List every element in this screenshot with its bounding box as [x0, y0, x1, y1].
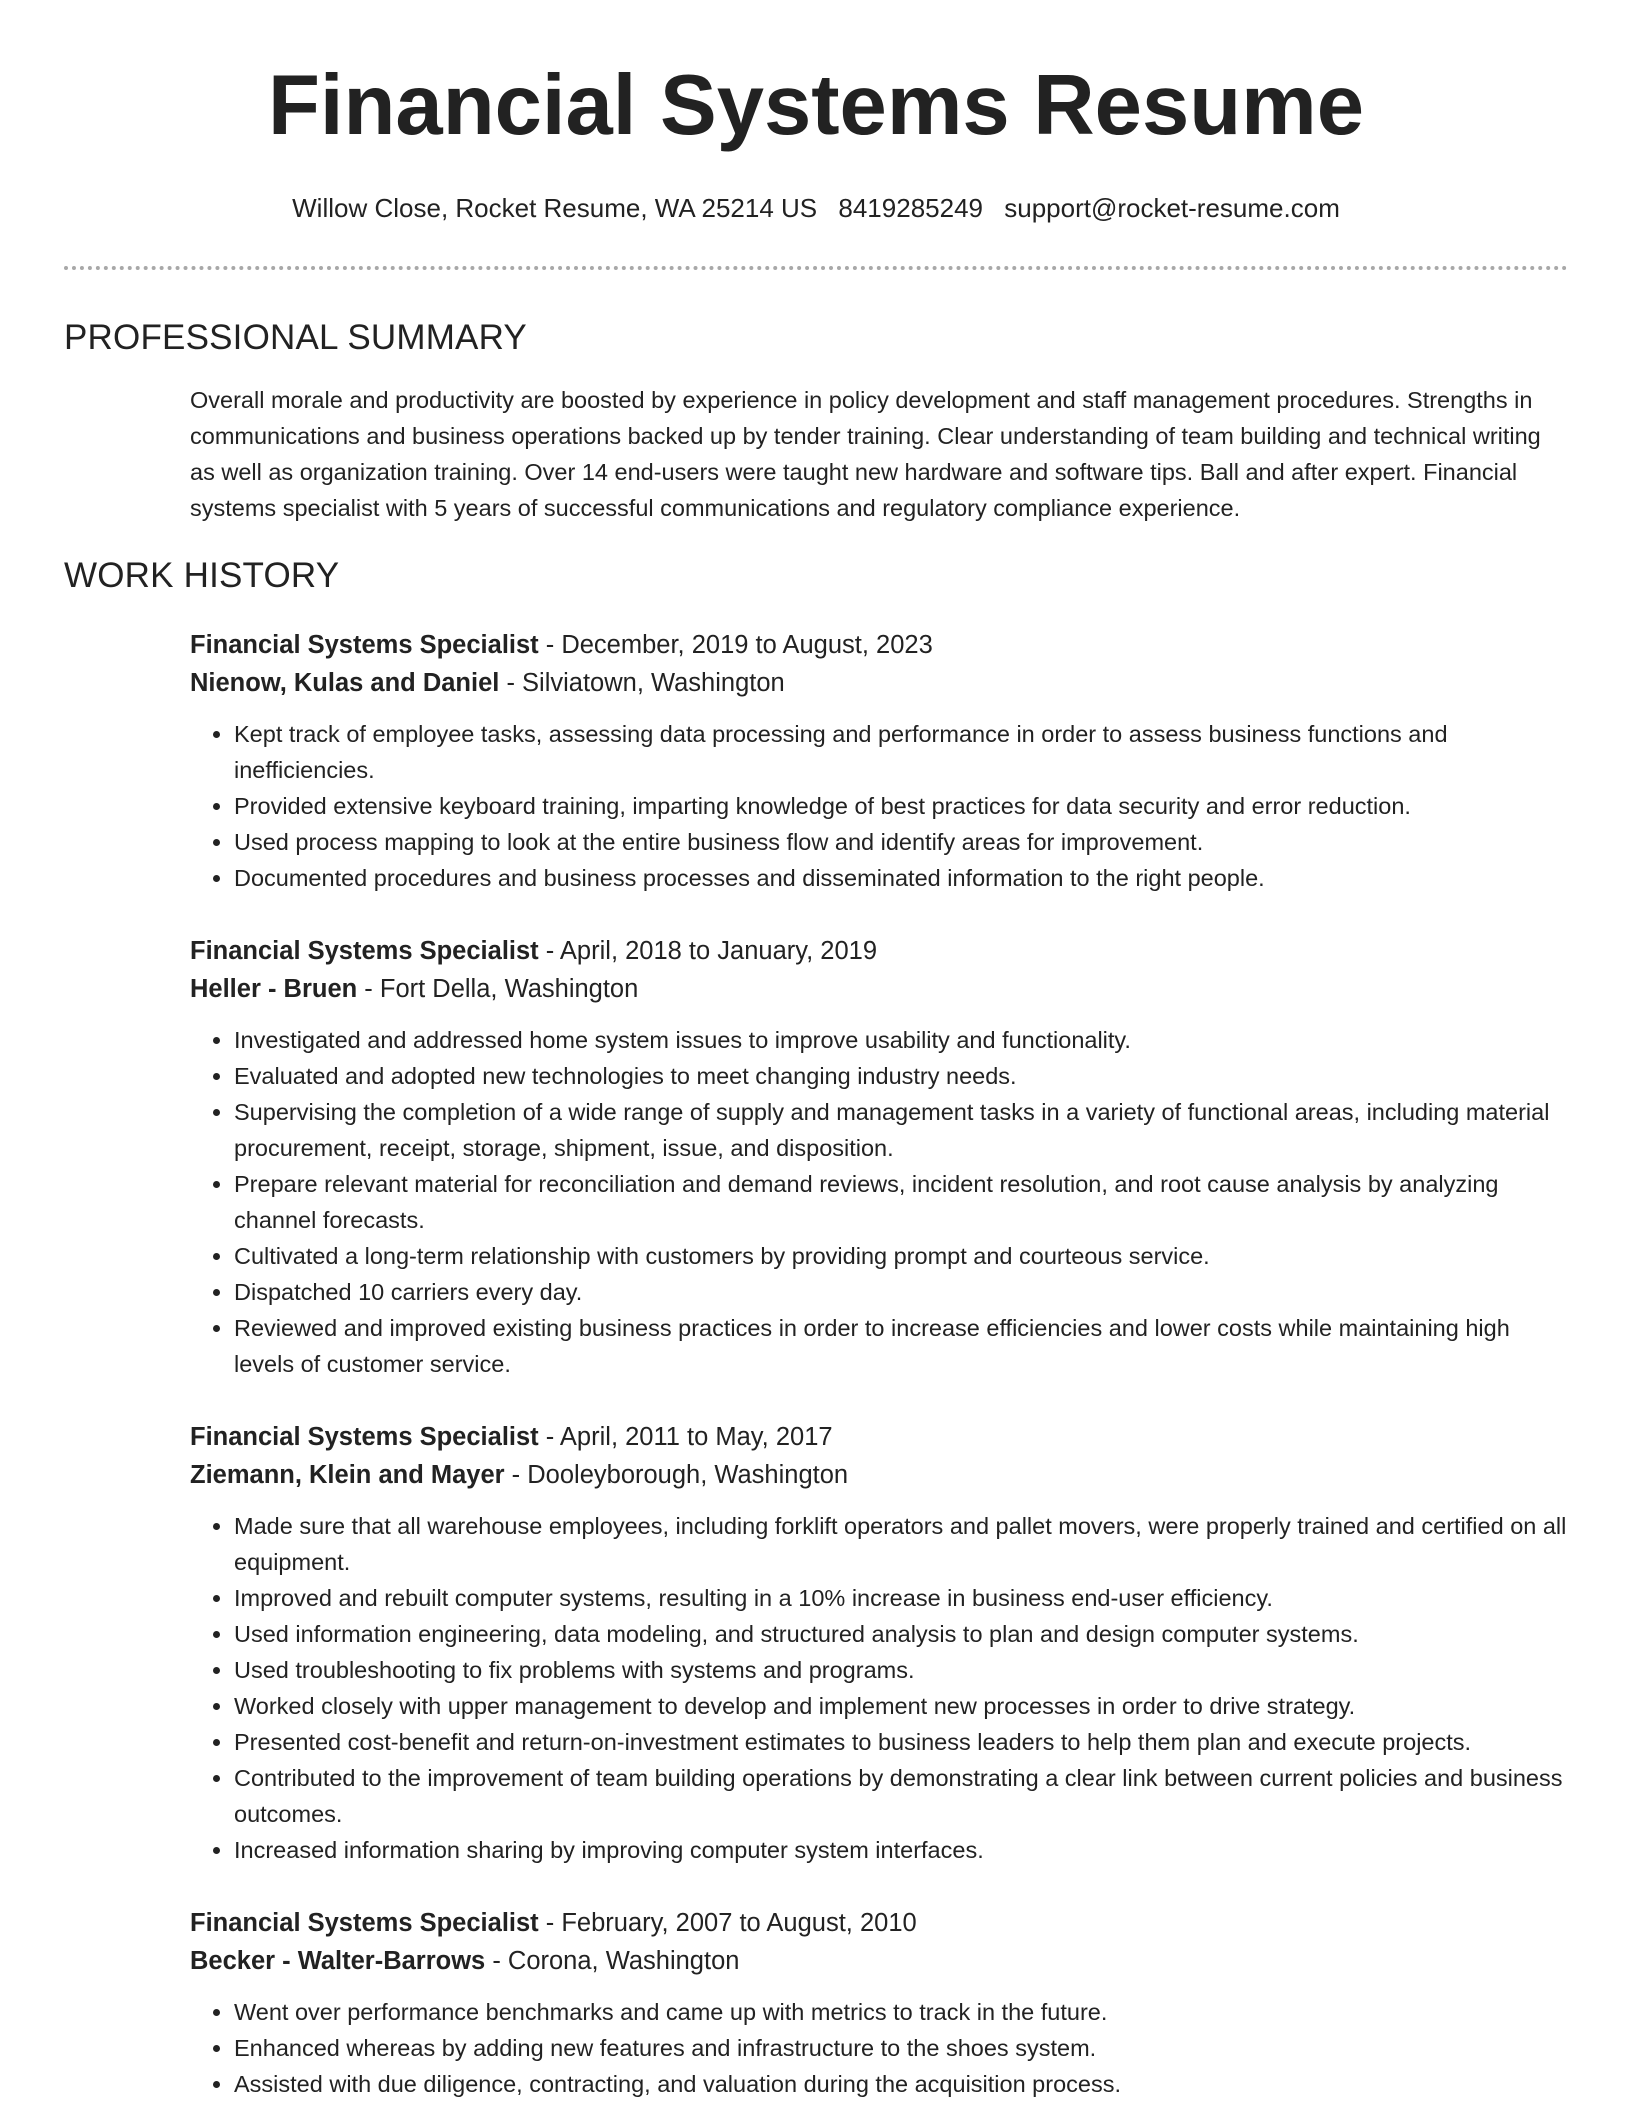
job-company: Nienow, Kulas and Daniel	[190, 669, 500, 697]
job-company: Ziemann, Klein and Mayer	[190, 1461, 505, 1489]
contact-line	[64, 192, 1568, 224]
job-role: Financial Systems Specialist	[190, 1423, 539, 1451]
job-dates: - February, 2007 to August, 2010	[538, 1909, 917, 1937]
job-bullet: • Used troubleshooting to fix problems with systems and programs.	[234, 1652, 1568, 1688]
contact-phone: 8419285249	[838, 193, 983, 223]
job-title-line	[190, 626, 1568, 664]
job-title-line	[190, 932, 1568, 970]
job-entry	[190, 1904, 1568, 2102]
job-company-line	[190, 1942, 1568, 1980]
job-bullet: • Worked closely with upper management to develop and implement new processes in order to drive strategy.	[234, 1688, 1568, 1724]
job-bullet: • Enhanced whereas by adding new features and infrastructure to the shoes system.	[234, 2030, 1568, 2066]
job-location: - Corona, Washington	[485, 1947, 740, 1975]
job-title-line	[190, 1418, 1568, 1456]
job-role: Financial Systems Specialist	[190, 631, 539, 659]
job-bullet: • Investigated and addressed home system issues to improve usability and functionality.	[234, 1022, 1568, 1058]
resume-header	[64, 0, 1568, 224]
job-role: Financial Systems Specialist	[190, 1909, 539, 1937]
job-location: - Silviatown, Washington	[499, 669, 785, 697]
job-bullet: • Kept track of employee tasks, assessing data processing and performance in order to assess business functions and inefficiencies.	[234, 716, 1568, 788]
job-bullet: • Improved and rebuilt computer systems, resulting in a 10% increase in business end-user efficiency.	[234, 1580, 1568, 1616]
job-company-line	[190, 664, 1568, 702]
job-dates: - April, 2011 to May, 2017	[538, 1423, 833, 1451]
job-bullet: • Documented procedures and business processes and disseminated information to the right people.	[234, 860, 1568, 896]
summary-text: Overall morale and productivity are boosted by experience in policy development and staff management procedures. Strengths in communications and business operations backed up by tender training. Clear understanding of team building and technical writing as well as organization training. Over 14 end-users were taught new hardware and software tips. Ball and after expert. Financial systems specialist with 5 years of successful communications and regulatory compliance experience.	[190, 387, 1541, 521]
job-company: Heller - Bruen	[190, 975, 358, 1003]
job-bullet: • Evaluated and adopted new technologies to meet changing industry needs.	[234, 1058, 1568, 1094]
work-history-section	[64, 554, 1568, 2102]
header-divider	[64, 266, 1568, 270]
summary-heading: PROFESSIONAL SUMMARY	[64, 318, 527, 357]
job-bullets	[190, 716, 1568, 896]
job-bullet: • Used process mapping to look at the entire business flow and identify areas for improvement.	[234, 824, 1568, 860]
job-bullet: • Prepare relevant material for reconciliation and demand reviews, incident resolution, and root cause analysis by analyzing channel forecasts.	[234, 1166, 1568, 1238]
job-company: Becker - Walter-Barrows	[190, 1947, 486, 1975]
job-company-line	[190, 1456, 1568, 1494]
job-bullet: • Increased information sharing by improving computer system interfaces.	[234, 1832, 1568, 1868]
contact-address: Willow Close, Rocket Resume, WA 25214 US	[292, 193, 818, 223]
job-bullet: • Presented cost-benefit and return-on-investment estimates to business leaders to help them plan and execute projects.	[234, 1724, 1568, 1760]
job-dates: - December, 2019 to August, 2023	[538, 631, 933, 659]
job-entry	[190, 626, 1568, 896]
contact-email: support@rocket-resume.com	[1004, 193, 1340, 223]
job-bullet: • Supervising the completion of a wide range of supply and management tasks in a variety of functional areas, including material procurement, receipt, storage, shipment, issue, and disposition.	[234, 1094, 1568, 1166]
job-company-line	[190, 970, 1568, 1008]
job-bullet: • Contributed to the improvement of team building operations by demonstrating a clear link between current policies and business outcomes.	[234, 1760, 1568, 1832]
job-bullet: • Dispatched 10 carriers every day.	[234, 1274, 1568, 1310]
work-history-heading: WORK HISTORY	[64, 556, 340, 595]
job-bullet: • Used information engineering, data modeling, and structured analysis to plan and design computer systems.	[234, 1616, 1568, 1652]
job-bullets	[190, 1022, 1568, 1382]
job-bullet: • Made sure that all warehouse employees, including forklift operators and pallet movers, were properly trained and certified on all equipment.	[234, 1508, 1568, 1580]
job-bullet: • Assisted with due diligence, contracting, and valuation during the acquisition process.	[234, 2066, 1568, 2102]
job-role: Financial Systems Specialist	[190, 937, 539, 965]
job-location: - Dooleyborough, Washington	[504, 1461, 849, 1489]
job-bullet: • Reviewed and improved existing business practices in order to increase efficiencies and lower costs while maintaining high levels of customer service.	[234, 1310, 1568, 1382]
job-bullets	[190, 1994, 1568, 2102]
job-bullet: • Went over performance benchmarks and came up with metrics to track in the future.	[234, 1994, 1568, 2030]
job-location: - Fort Della, Washington	[357, 975, 639, 1003]
summary-section	[64, 316, 1568, 526]
job-bullet: • Cultivated a long-term relationship with customers by providing prompt and courteous service.	[234, 1238, 1568, 1274]
job-entry	[190, 932, 1568, 1382]
resume-title: Financial Systems Resume	[267, 58, 1365, 153]
job-title-line	[190, 1904, 1568, 1942]
job-entry	[190, 1418, 1568, 1868]
job-bullets	[190, 1508, 1568, 1868]
job-bullet: • Provided extensive keyboard training, imparting knowledge of best practices for data security and error reduction.	[234, 788, 1568, 824]
job-dates: - April, 2018 to January, 2019	[538, 937, 877, 965]
